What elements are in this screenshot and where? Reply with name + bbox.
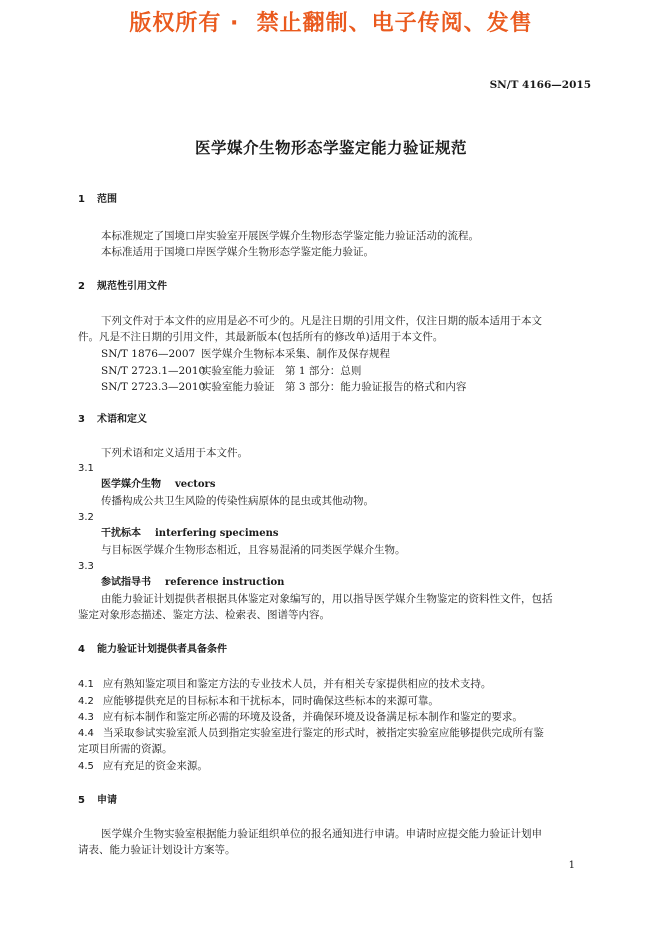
term-chinese: 参试指导书 [101,577,151,588]
paragraph: 医学媒介生物实验室根据能力验证组织单位的报名通知进行申请。申请时应提交能力验证计划申 [101,828,542,840]
term-english: vectors [175,479,216,490]
term-english: interfering specimens [155,528,279,539]
section-number: 4 [78,644,85,655]
normative-reference [101,364,361,378]
paragraph: 本标准适用于国境口岸医学媒介生物形态学鉴定能力验证。 [101,246,374,258]
term-number: 3.3 [78,561,94,572]
term-definition: 传播构成公共卫生风险的传染性病原体的昆虫或其他动物。 [101,495,374,507]
normative-reference [101,347,390,361]
clause-number: 4.1 [78,679,94,690]
section-number: 2 [78,281,85,292]
section-title: 能力验证计划提供者具备条件 [97,644,227,655]
reference-name: 实验室能力验证 第 3 部分：能力验证报告的格式和内容 [201,381,467,393]
term-number: 3.1 [78,463,94,474]
term-definition: 与目标医学媒介生物形态相近，且容易混淆的同类医学媒介生物。 [101,544,406,556]
clause-item [78,710,523,725]
section-number: 5 [78,795,85,806]
section-5-heading [78,794,117,808]
section-1-heading [78,193,117,207]
section-3-heading [78,413,147,427]
clause-number: 4.4 [78,728,94,739]
paragraph-continuation: 件。凡是不注日期的引用文件，其最新版本(包括所有的修改单)适用于本文件。 [78,331,444,343]
section-title: 术语和定义 [97,414,147,425]
section-4-heading [78,643,227,657]
paragraph: 下列文件对于本文件的应用是必不可少的。凡是注日期的引用文件，仅注日期的版本适用于本文 [101,315,542,327]
reference-name: 实验室能力验证 第 1 部分：总则 [201,365,362,377]
clause-continuation: 定项目所需的资源。 [78,743,173,755]
section-title: 申请 [97,795,117,806]
paragraph: 本标准规定了国境口岸实验室开展医学媒介生物形态学鉴定能力验证活动的流程。 [101,230,479,242]
clause-text: 应有熟知鉴定项目和鉴定方法的专业技术人员，并有相关专家提供相应的技术支持。 [102,678,492,690]
clause-number: 4.3 [78,712,94,723]
section-title: 规范性引用文件 [97,281,167,292]
section-number: 3 [78,414,85,425]
reference-code: SN/T 2723.1—2010 [101,365,206,377]
reference-code: SN/T 1876—2007 [101,348,196,360]
term-chinese: 医学媒介生物 [101,479,161,490]
term-heading [101,527,279,541]
reference-name: 医学媒介生物标本采集、制作及保存规程 [201,348,390,360]
clause-item [78,726,544,741]
section-number: 1 [78,194,85,205]
reference-code: SN/T 2723.3—2010 [101,381,206,393]
paragraph: 下列术语和定义适用于本文件。 [101,447,248,459]
section-title: 范围 [97,194,117,205]
term-heading [101,576,284,590]
document-title: 医学媒介生物形态学鉴定能力验证规范 [194,139,467,157]
paragraph-continuation: 请表、能力验证计划设计方案等。 [78,844,236,856]
term-heading [101,478,215,492]
clause-item [78,759,208,774]
clause-item [78,694,439,709]
term-definition-continuation: 鉴定对象形态描述、鉴定方法、检索表、图谱等内容。 [78,609,330,621]
clause-text: 应能够提供充足的目标标本和干扰标本，同时确保这些标本的来源可靠。 [102,695,439,707]
clause-number: 4.2 [78,696,94,707]
term-definition: 由能力验证计划提供者根据具体鉴定对象编写的，用以指导医学媒介生物鉴定的资料性文件，包括 [101,593,553,605]
term-english: reference instruction [165,577,285,588]
copyright-banner: 版权所有 · 禁止翻制、电子传阅、发售 [129,11,533,36]
clause-item [78,677,491,692]
clause-text: 应有充足的资金来源。 [102,760,208,772]
term-number: 3.2 [78,512,94,523]
section-2-heading [78,280,167,294]
document-number: SN/T 4166—2015 [489,79,591,91]
clause-text: 应有标本制作和鉴定所必需的环境及设备，并确保环境及设备满足标本制作和鉴定的要求。 [102,711,523,723]
term-chinese: 干扰标本 [101,528,141,539]
clause-text: 当采取参试实验室派人员到指定实验室进行鉴定的形式时，被指定实验室应能够提供完成所有鉴 [102,727,544,739]
clause-number: 4.5 [78,761,94,772]
normative-reference [101,380,466,394]
page-number: 1 [568,860,575,871]
